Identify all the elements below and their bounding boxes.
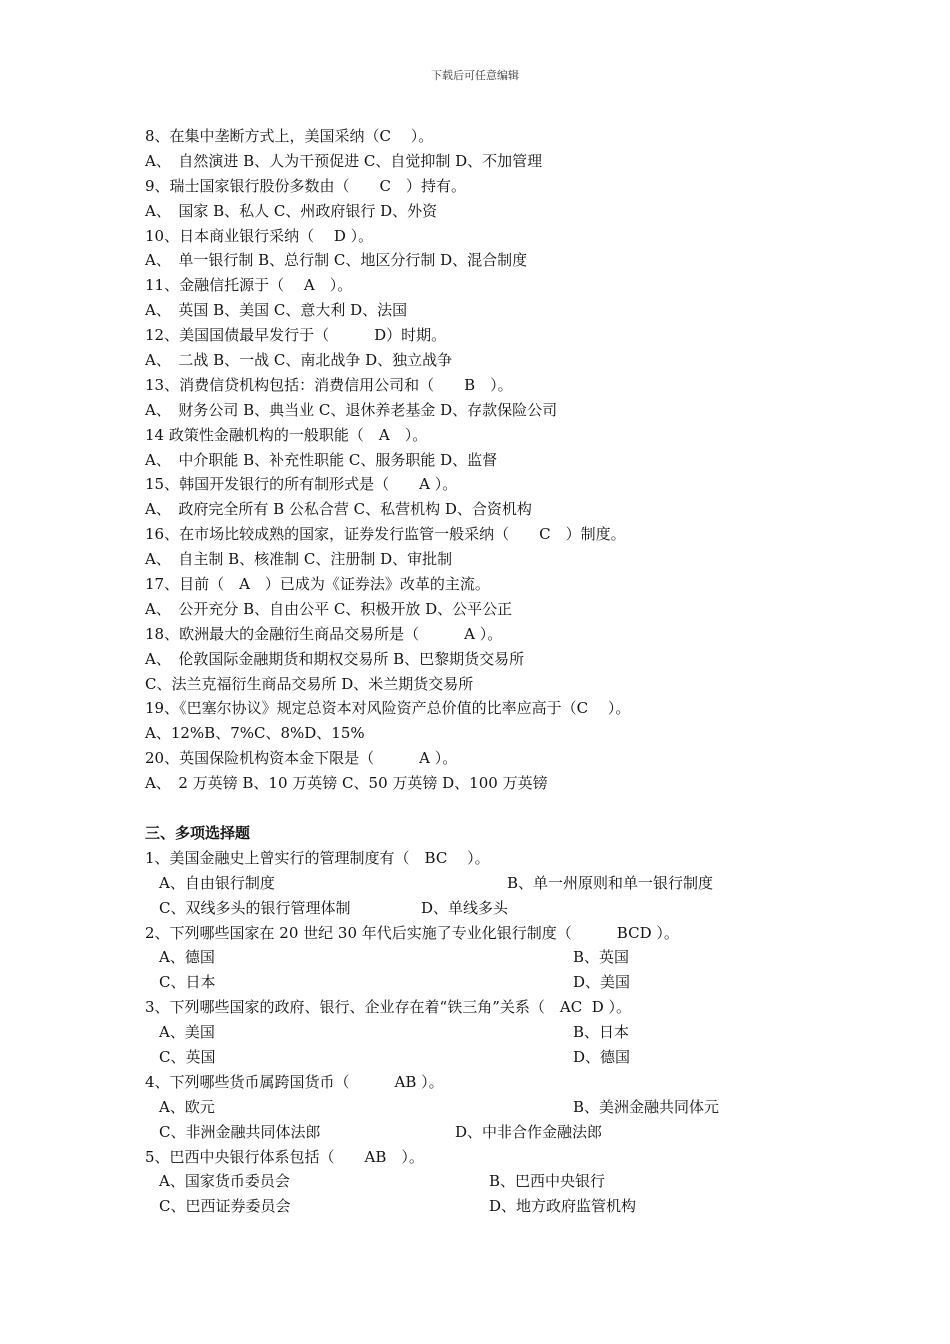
single-choice-list	[145, 124, 805, 796]
options-text: A、 英国 B、美国 C、意大利 D、法国	[145, 301, 408, 320]
question-text: 20、英国保险机构资本金下限是（ A ）。	[145, 749, 458, 768]
question-text: 14 政策性金融机构的一般职能（ A ）。	[145, 425, 428, 444]
option-left: A、德国	[159, 948, 215, 967]
question-text: 12、美国国债最早发行于（ D）时期。	[145, 326, 447, 345]
question-text: 16、在市场比较成熟的国家，证券发行监管一般采纳（ C ）制度。	[145, 525, 626, 544]
options-text: A、 自然演进 B、人为干预促进 C、自觉抑制 D、不加管理	[145, 151, 543, 170]
options-row	[145, 1095, 805, 1120]
option-left: C、双线多头的银行管理体制	[159, 898, 351, 917]
options-row	[145, 1020, 805, 1045]
options-text: A、 财务公司 B、典当业 C、退休养老基金 D、存款保险公司	[145, 400, 558, 419]
option-right: B、英国	[573, 948, 630, 967]
option-right: B、单一州原则和单一银行制度	[507, 873, 714, 892]
options-row	[145, 1120, 805, 1145]
options-row	[145, 1194, 805, 1219]
options-text: A、 中介职能 B、补充性职能 C、服务职能 D、监督	[145, 450, 498, 469]
option-right: D、单线多头	[421, 898, 509, 917]
options-row	[145, 896, 805, 921]
options-text: A、12%B、7%C、8%D、15%	[145, 724, 365, 743]
page-header: 下载后可任意编辑	[431, 69, 519, 82]
options-row	[145, 945, 805, 970]
options-text: A、 单一银行制 B、总行制 C、地区分行制 D、混合制度	[145, 251, 528, 270]
question-text: 11、金融信托源于（ A ）。	[145, 276, 353, 295]
option-left: C、日本	[159, 973, 216, 992]
options-text: A、 国家 B、私人 C、州政府银行 D、外资	[145, 201, 438, 220]
option-right: B、日本	[573, 1023, 630, 1042]
question-text: 9、瑞士国家银行股份多数由（ C ）持有。	[145, 176, 467, 195]
multi-choice-list	[145, 846, 805, 1219]
options-row	[145, 1045, 805, 1070]
question-text: 3、下列哪些国家的政府、银行、企业存在着“铁三角”关系（ AC D ）。	[145, 998, 632, 1017]
options-text: A、 2 万英镑 B、10 万英镑 C、50 万英镑 D、100 万英镑	[145, 774, 548, 793]
options-text: A、 政府完全所有 B 公私合营 C、私营机构 D、合资机构	[145, 500, 532, 519]
options-text: A、 伦敦国际金融期货和期权交易所 B、巴黎期货交易所	[145, 649, 525, 668]
option-left: A、自由银行制度	[159, 873, 275, 892]
options-text: A、 自主制 B、核准制 C、注册制 D、审批制	[145, 550, 453, 569]
options-text: C、法兰克福衍生商品交易所 D、米兰期货交易所	[145, 674, 474, 693]
option-left: A、国家货币委员会	[159, 1172, 290, 1191]
option-right: D、美国	[573, 973, 631, 992]
options-row	[145, 1169, 805, 1194]
section-title: 三、多项选择题	[145, 823, 251, 842]
document-body	[145, 124, 805, 1219]
option-left: C、巴西证券委员会	[159, 1197, 291, 1216]
question-text: 8、在集中垄断方式上，美国采纳（C ）。	[145, 127, 434, 145]
question-text: 2、下列哪些国家在 20 世纪 30 年代后实施了专业化银行制度（ BCD ）。	[145, 923, 679, 942]
option-left: A、欧元	[159, 1097, 215, 1116]
question-text: 19、《巴塞尔协议》规定总资本对风险资产总价值的比率应高于（C ）。	[145, 699, 631, 718]
option-right: D、德国	[573, 1047, 631, 1066]
option-right: B、美洲金融共同体元	[573, 1097, 720, 1116]
option-left: C、英国	[159, 1047, 216, 1066]
question-text: 18、欧洲最大的金融衍生商品交易所是（ A ）。	[145, 624, 503, 643]
option-left: A、美国	[159, 1023, 215, 1042]
question-text: 4、下列哪些货币属跨国货币（ AB ）。	[145, 1072, 444, 1091]
options-text: A、 公开充分 B、自由公平 C、积极开放 D、公平公正	[145, 599, 513, 618]
question-text: 5、巴西中央银行体系包括（ AB ）。	[145, 1147, 424, 1166]
options-text: A、 二战 B、一战 C、南北战争 D、独立战争	[145, 351, 453, 370]
question-text: 15、韩国开发银行的所有制形式是（ A ）。	[145, 475, 458, 494]
question-text: 17、目前（ A ）已成为《证券法》改革的主流。	[145, 575, 490, 594]
option-right: D、中非合作金融法郎	[455, 1122, 603, 1141]
question-text: 10、日本商业银行采纳（ D ）。	[145, 226, 374, 245]
options-row	[145, 970, 805, 995]
options-row	[145, 871, 805, 896]
question-text: 13、消费信贷机构包括：消费信用公司和（ B ）。	[145, 375, 513, 394]
question-text: 1、美国金融史上曾实行的管理制度有（ BC ）。	[145, 848, 490, 867]
option-right: B、巴西中央银行	[489, 1172, 606, 1191]
option-left: C、非洲金融共同体法郎	[159, 1122, 321, 1141]
spacer	[145, 796, 805, 821]
option-right: D、地方政府监管机构	[489, 1197, 637, 1216]
